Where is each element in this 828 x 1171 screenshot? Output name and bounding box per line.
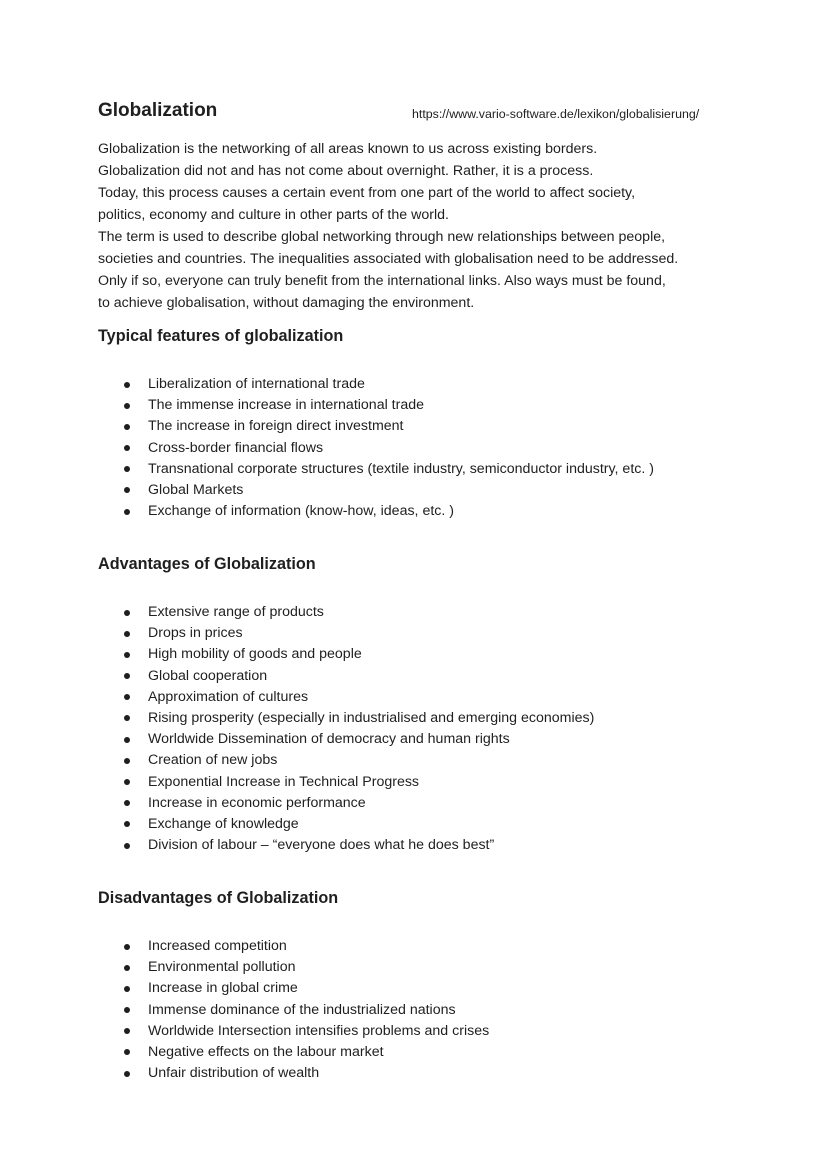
- list-item-text: Worldwide Dissemination of democracy and human rights: [148, 731, 510, 748]
- disadvantages-list: [120, 936, 489, 1084]
- bullet-icon: [124, 821, 130, 827]
- list-item-text: Drops in prices: [148, 625, 243, 642]
- list-item-text: Exchange of knowledge: [148, 815, 299, 832]
- list-item: [120, 729, 594, 750]
- list-item: [120, 772, 594, 793]
- list-item: [120, 1063, 489, 1084]
- list-item-text: Environmental pollution: [148, 959, 296, 976]
- bullet-icon: [124, 610, 130, 616]
- intro-line: to achieve globalisation, without damaging the environment.: [98, 295, 475, 311]
- intro-line: The term is used to describe global networking through new relationships between people,: [98, 229, 666, 245]
- list-item: [120, 687, 594, 708]
- list-item: [120, 416, 654, 437]
- features-heading: Typical features of globalization: [98, 327, 344, 345]
- list-item: [120, 1000, 489, 1021]
- intro-line: Today, this process causes a certain event from one part of the world to affect society,: [98, 185, 636, 201]
- bullet-icon: [124, 965, 130, 971]
- bullet-icon: [124, 652, 130, 658]
- bullet-icon: [124, 403, 130, 409]
- list-item: [120, 750, 594, 771]
- bullet-icon: [124, 843, 130, 849]
- page-title: Globalization: [98, 100, 218, 121]
- list-item-text: Division of labour – “everyone does what he does best”: [148, 837, 495, 854]
- intro-line: politics, economy and culture in other parts of the world.: [98, 207, 449, 223]
- list-item: [120, 374, 654, 395]
- list-item: [120, 602, 594, 623]
- list-item: [120, 1021, 489, 1042]
- bullet-icon: [124, 800, 130, 806]
- list-item-text: Increase in global crime: [148, 980, 298, 997]
- list-item-text: Rising prosperity (especially in industrialised and emerging economies): [148, 709, 595, 726]
- list-item-text: Liberalization of international trade: [148, 376, 365, 392]
- list-item: [120, 395, 654, 416]
- disadvantages-heading: Disadvantages of Globalization: [98, 889, 339, 907]
- bullet-icon: [124, 466, 130, 472]
- list-item: [120, 814, 594, 835]
- features-list: [120, 374, 654, 522]
- bullet-icon: [124, 737, 130, 743]
- bullet-icon: [124, 509, 130, 515]
- list-item-text: The immense increase in international trade: [148, 397, 425, 414]
- list-item: [120, 480, 654, 501]
- intro-line: Only if so, everyone can truly benefit from the international links. Also ways must be found,: [98, 273, 666, 289]
- list-item: [120, 957, 489, 978]
- bullet-icon: [124, 944, 130, 950]
- list-item-text: Worldwide Intersection intensifies problems and crises: [148, 1022, 490, 1039]
- bullet-icon: [124, 631, 130, 637]
- list-item: [120, 459, 654, 480]
- bullet-icon: [124, 779, 130, 785]
- list-item: [120, 793, 594, 814]
- list-item-text: Negative effects on the labour market: [148, 1043, 384, 1060]
- list-item: [120, 1042, 489, 1063]
- intro-line: societies and countries. The inequalities associated with globalisation need to be addressed.: [98, 251, 679, 267]
- list-item: [120, 936, 489, 957]
- list-item-text: Immense dominance of the industrialized nations: [148, 1001, 456, 1018]
- intro-line: Globalization did not and has not come about overnight. Rather, it is a process.: [98, 163, 594, 179]
- list-item-text: Unfair distribution of wealth: [148, 1065, 320, 1082]
- list-item: [120, 835, 594, 856]
- list-item: [120, 978, 489, 999]
- list-item-text: Extensive range of products: [148, 604, 324, 620]
- list-item-text: Increased competition: [148, 938, 287, 954]
- bullet-icon: [124, 694, 130, 700]
- list-item: [120, 438, 654, 459]
- bullet-icon: [124, 673, 130, 679]
- bullet-icon: [124, 1049, 130, 1055]
- source-url: https://www.vario-software.de/lexikon/globalisierung/: [412, 107, 700, 121]
- bullet-icon: [124, 1071, 130, 1077]
- list-item: [120, 708, 594, 729]
- list-item-text: Global cooperation: [148, 667, 268, 684]
- bullet-icon: [124, 715, 130, 721]
- list-item-text: Transnational corporate structures (textile industry, semiconductor industry, etc. ): [148, 460, 654, 477]
- list-item: [120, 501, 654, 522]
- list-item-text: Global Markets: [148, 481, 244, 498]
- list-item-text: The increase in foreign direct investment: [148, 418, 404, 435]
- list-item: [120, 644, 594, 665]
- bullet-icon: [124, 445, 130, 451]
- bullet-icon: [124, 758, 130, 764]
- advantages-list: [120, 602, 594, 856]
- list-item: [120, 623, 594, 644]
- list-item-text: Exchange of information (know-how, ideas, etc. ): [148, 503, 454, 520]
- bullet-icon: [124, 382, 130, 388]
- bullet-icon: [124, 1007, 130, 1013]
- bullet-icon: [124, 986, 130, 992]
- bullet-icon: [124, 1028, 130, 1034]
- intro-paragraph: [98, 138, 758, 314]
- list-item-text: High mobility of goods and people: [148, 646, 362, 663]
- list-item-text: Exponential Increase in Technical Progress: [148, 773, 420, 790]
- list-item-text: Creation of new jobs: [148, 752, 278, 769]
- bullet-icon: [124, 487, 130, 493]
- advantages-heading: Advantages of Globalization: [98, 555, 316, 573]
- bullet-icon: [124, 424, 130, 430]
- list-item: [120, 666, 594, 687]
- list-item-text: Cross-border financial flows: [148, 439, 324, 456]
- intro-line: Globalization is the networking of all areas known to us across existing borders.: [98, 141, 598, 157]
- list-item-text: Approximation of cultures: [148, 688, 309, 705]
- list-item-text: Increase in economic performance: [148, 794, 366, 811]
